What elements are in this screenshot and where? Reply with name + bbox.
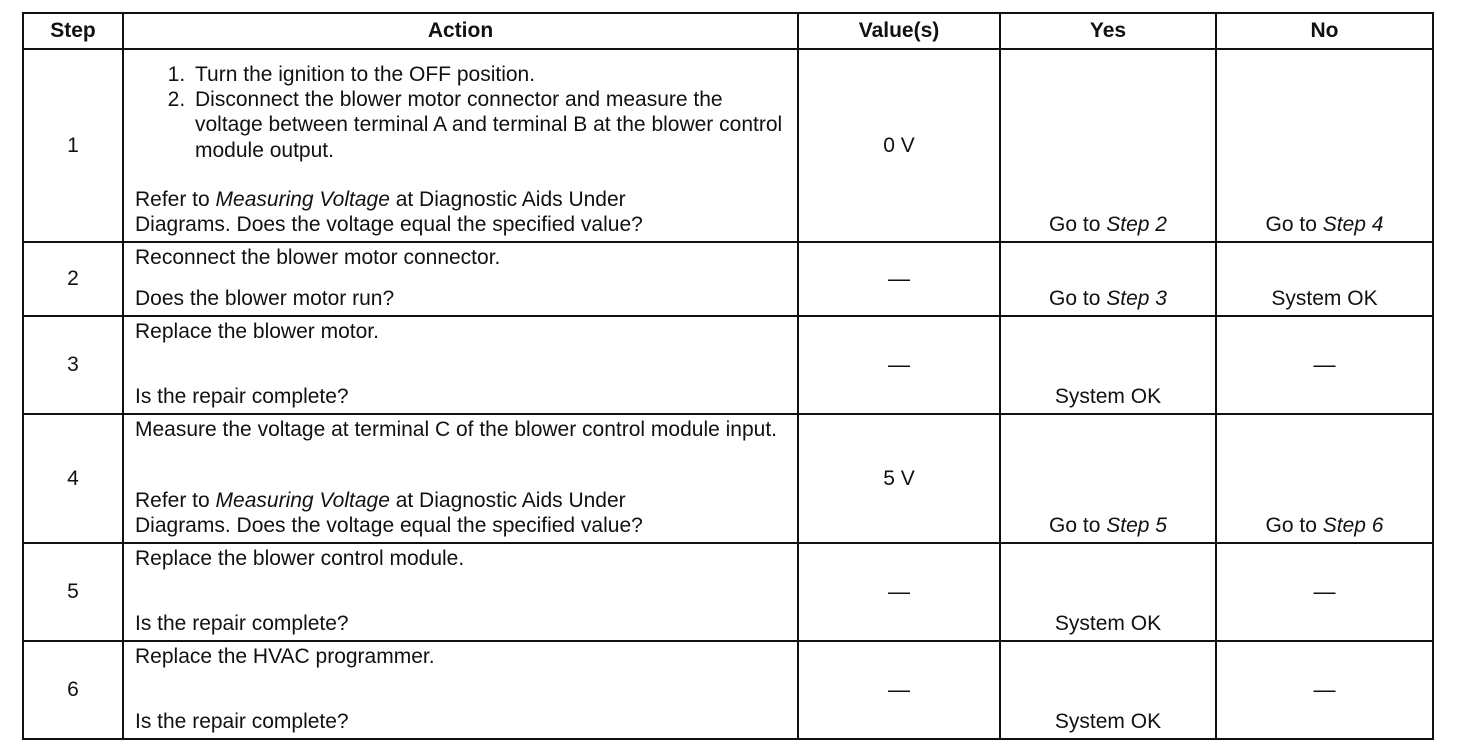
no-cell — [1216, 316, 1433, 414]
instruction-text: Replace the blower control module. — [135, 547, 465, 570]
action-list — [135, 62, 787, 163]
question-text: Is the repair complete? — [135, 384, 349, 408]
yes-cell — [1000, 242, 1216, 316]
instruction-text: Replace the HVAC programmer. — [135, 645, 435, 668]
header-no: No — [1216, 13, 1433, 49]
action-cell — [123, 414, 798, 543]
value-cell: 5 V — [798, 414, 1000, 543]
refer-prefix: Refer to — [135, 187, 216, 211]
value-cell — [798, 242, 1000, 316]
refer-prefix: Refer to — [135, 488, 216, 512]
yes-cell: System OK — [1000, 543, 1216, 641]
refer-suffix: at Diagnostic Aids Under — [389, 187, 626, 211]
question-text: Does the blower motor run? — [135, 286, 395, 310]
table-row-step-5 — [23, 543, 1433, 641]
dash: — — [1313, 676, 1336, 702]
yes-cell: System OK — [1000, 641, 1216, 739]
step-number: 5 — [23, 543, 123, 641]
instruction-text: Replace the blower motor. — [135, 320, 379, 343]
value-cell — [798, 316, 1000, 414]
header-values: Value(s) — [798, 13, 1000, 49]
step-link[interactable]: Step 6 — [1322, 513, 1384, 537]
table-row-step-1 — [23, 49, 1433, 242]
yes-cell — [1000, 49, 1216, 242]
list-item: 1. Turn the ignition to the OFF position. — [191, 62, 787, 87]
dash: — — [888, 265, 910, 291]
step-link[interactable]: Step 5 — [1106, 513, 1167, 537]
yes-cell: System OK — [1000, 316, 1216, 414]
dash: — — [1313, 351, 1336, 377]
refer-line — [135, 187, 787, 212]
yes-cell — [1000, 414, 1216, 543]
measuring-voltage-link[interactable]: Measuring Voltage — [215, 488, 390, 512]
value-cell: 0 V — [798, 49, 1000, 242]
no-prefix: Go to — [1265, 513, 1323, 537]
step-number: 3 — [23, 316, 123, 414]
question-text: Diagrams. Does the voltage equal the specified value? — [135, 212, 643, 236]
step-link[interactable]: Step 3 — [1106, 286, 1167, 310]
table-row-step-2 — [23, 242, 1433, 316]
dash: — — [1313, 578, 1336, 604]
no-cell — [1216, 641, 1433, 739]
yes-prefix: Go to — [1049, 212, 1107, 236]
header-row — [23, 13, 1433, 49]
yes-prefix: Go to — [1049, 286, 1107, 310]
action-cell — [123, 543, 798, 641]
header-step: Step — [23, 13, 123, 49]
value-cell — [798, 543, 1000, 641]
yes-prefix: Go to — [1049, 513, 1107, 537]
action-cell — [123, 242, 798, 316]
question-text: Is the repair complete? — [135, 611, 349, 635]
instruction-text: Reconnect the blower motor connector. — [135, 246, 501, 269]
table-row-step-3 — [23, 316, 1433, 414]
question-text: Diagrams. Does the voltage equal the specified value? — [135, 513, 643, 537]
no-cell: System OK — [1216, 242, 1433, 316]
measuring-voltage-link[interactable]: Measuring Voltage — [215, 187, 390, 211]
value-cell — [798, 641, 1000, 739]
step-link[interactable]: Step 4 — [1322, 212, 1384, 236]
header-action: Action — [123, 13, 798, 49]
dash: — — [888, 676, 910, 702]
table-row-step-4 — [23, 414, 1433, 543]
no-cell — [1216, 543, 1433, 641]
dash: — — [888, 351, 910, 377]
step-link[interactable]: Step 2 — [1106, 212, 1167, 236]
refer-suffix: at Diagnostic Aids Under — [389, 488, 626, 512]
step-number: 2 — [23, 242, 123, 316]
question-text: Is the repair complete? — [135, 709, 349, 733]
refer-line — [135, 488, 787, 513]
list-item: 2. Disconnect the blower motor connector and measure the voltage between terminal A and terminal B at the blower control module output. — [191, 87, 787, 163]
instruction-text: Measure the voltage at terminal C of the blower control module input. — [135, 418, 778, 441]
dash: — — [888, 578, 910, 604]
step-number: 4 — [23, 414, 123, 543]
step-number: 1 — [23, 49, 123, 242]
step-number: 6 — [23, 641, 123, 739]
action-cell — [123, 49, 798, 242]
no-cell — [1216, 414, 1433, 543]
table-row-step-6 — [23, 641, 1433, 739]
diagnostic-table — [22, 12, 1434, 740]
no-prefix: Go to — [1265, 212, 1323, 236]
no-cell — [1216, 49, 1433, 242]
action-cell — [123, 641, 798, 739]
header-yes: Yes — [1000, 13, 1216, 49]
action-cell — [123, 316, 798, 414]
